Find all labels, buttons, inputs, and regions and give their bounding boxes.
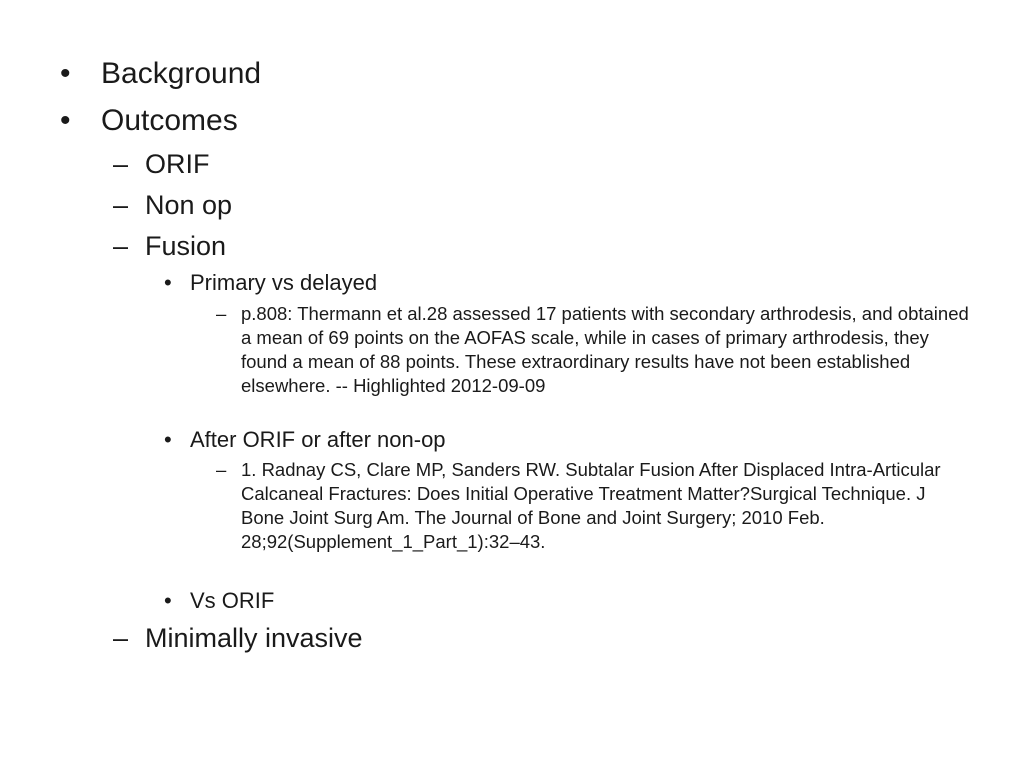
- dash-marker: –: [113, 623, 129, 653]
- subbullet-orif: ORIF: [145, 149, 210, 179]
- bullet-marker: •: [164, 270, 172, 295]
- subbullet-non-op: Non op: [145, 190, 233, 220]
- note-thermann: p.808: Thermann et al.28 assessed 17 patients with secondary arthrodesis, and obtained a mean of 69 points on the AOFAS scale, while in cases of primary arthrodesis, they found a mean of 88 points. These extraordinary results have not been established elsewhere. -- Highlighted 2012-09-09: [241, 303, 969, 396]
- bullet-marker: •: [164, 427, 172, 452]
- subbullet-minimally-invasive: Minimally invasive: [145, 623, 363, 653]
- bullet-marker: •: [60, 57, 71, 90]
- subsubbullet-vs-orif: Vs ORIF: [190, 588, 275, 613]
- dash-marker: –: [113, 149, 129, 179]
- bullet-marker: •: [164, 588, 172, 613]
- subsubbullet-after-orif-or-non-op: After ORIF or after non-op: [190, 427, 446, 452]
- bullet-outcomes: Outcomes: [101, 104, 238, 137]
- bullet-background: Background: [101, 57, 262, 90]
- dash-marker: –: [216, 459, 227, 480]
- bullet-marker: •: [60, 104, 71, 137]
- dash-marker: –: [113, 190, 129, 220]
- dash-marker: –: [216, 303, 227, 324]
- subbullet-fusion: Fusion: [145, 231, 227, 261]
- dash-marker: –: [113, 231, 129, 261]
- subsubbullet-primary-vs-delayed: Primary vs delayed: [190, 270, 378, 295]
- reference-radnay: 1. Radnay CS, Clare MP, Sanders RW. Subtalar Fusion After Displaced Intra-Articular Calcaneal Fractures: Does Initial Operative Treatment Matter?Surgical Technique. J Bone Joint Surg Am. The Journal of Bone and Joint Surgery; 2010 Feb. 28;92(Supplement_1_Part_1):32–43.: [241, 459, 941, 552]
